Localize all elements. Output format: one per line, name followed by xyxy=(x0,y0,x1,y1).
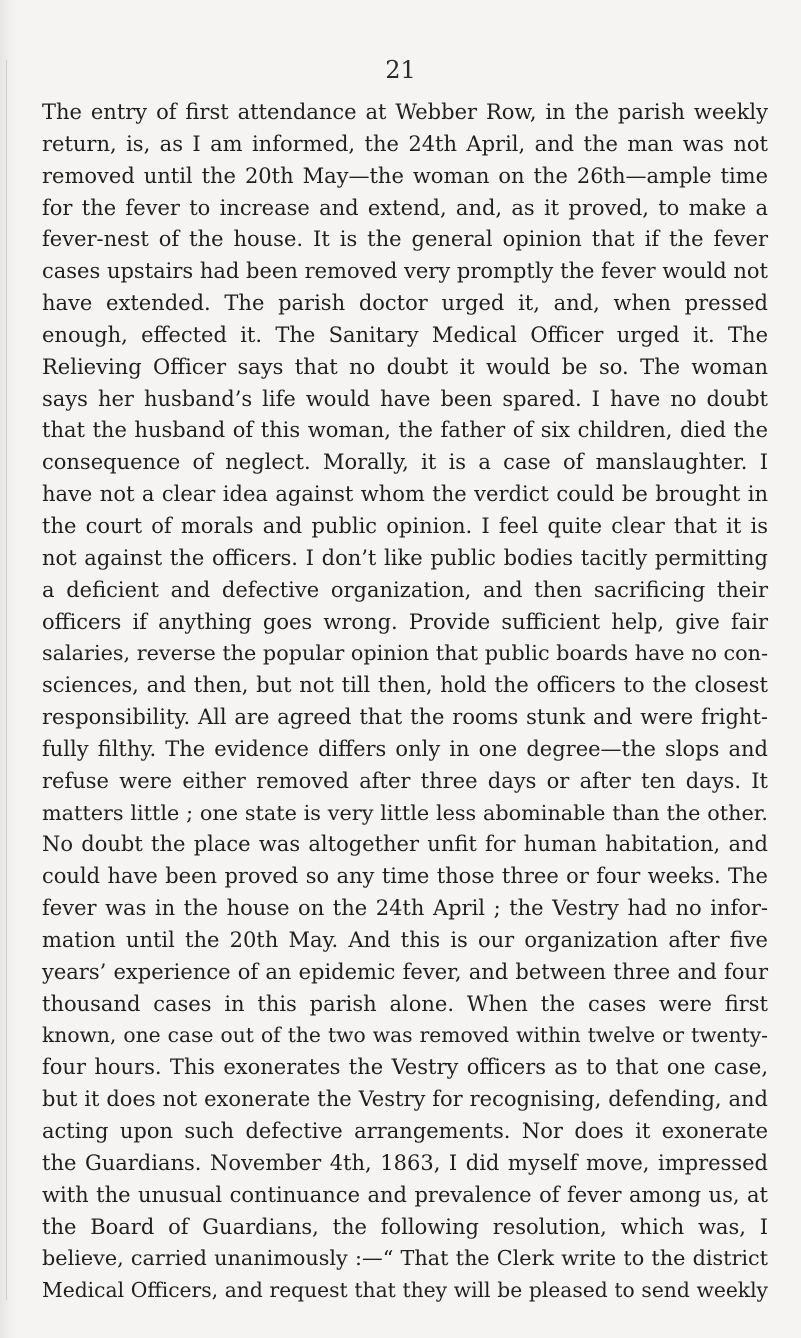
gutter-line xyxy=(6,60,7,1300)
text-line: thousand cases in this parish alone. When the cases were first xyxy=(42,991,768,1016)
text-line: sciences, and then, but not till then, hold the officers to the closest xyxy=(42,673,768,698)
text-line: that the husband of this woman, the father of six children, died the xyxy=(42,418,768,443)
text-line: have not a clear idea against whom the verdict could be brought in xyxy=(42,482,768,507)
text-line: refuse were either removed after three days or after ten days. It xyxy=(42,768,768,793)
text-line: the Guardians. November 4th, 1863, I did myself move, impressed xyxy=(42,1150,768,1175)
body-text xyxy=(42,97,768,1307)
text-line: says her husband’s life would have been spared. I have no doubt xyxy=(42,386,768,411)
text-line: but it does not exonerate the Vestry for recognising, defending, and xyxy=(42,1087,768,1112)
text-line: salaries, reverse the popular opinion that public boards have no con- xyxy=(42,641,769,666)
text-line: four hours. This exonerates the Vestry officers as to that one case, xyxy=(42,1055,768,1080)
text-line: not against the officers. I don’t like public bodies tacitly permitting xyxy=(42,545,768,570)
text-line: fully filthy. The evidence differs only in one degree—the slops and xyxy=(42,736,768,761)
text-line: fever was in the house on the 24th April ; the Vestry had no infor- xyxy=(42,896,768,921)
text-line: for the fever to increase and extend, and, as it proved, to make a xyxy=(42,195,768,220)
text-line: Medical Officers, and request that they will be pleased to send weekly xyxy=(42,1278,768,1303)
text-line: return, is, as I am informed, the 24th April, and the man was not xyxy=(42,131,768,156)
text-line: Relieving Officer says that no doubt it would be so. The woman xyxy=(42,354,768,379)
text-line: acting upon such defective arrangements. Nor does it exonerate xyxy=(42,1119,768,1143)
text-line: known, one case out of the two was removed within twelve or twenty- xyxy=(42,1023,768,1048)
text-line: responsibility. All are agreed that the rooms stunk and were fright- xyxy=(42,705,768,730)
text-line: could have been proved so any time those three or four weeks. The xyxy=(42,864,768,889)
text-line: enough, effected it. The Sanitary Medical Officer urged it. The xyxy=(42,322,768,347)
text-line: a deficient and defective organization, and then sacrificing their xyxy=(42,577,768,602)
text-line: mation until the 20th May. And this is our organization after five xyxy=(42,927,768,952)
text-line: cases upstairs had been removed very promptly the fever would not xyxy=(42,259,768,284)
text-line: fever-nest of the house. It is the general opinion that if the fever xyxy=(42,227,768,252)
text-line: No doubt the place was altogether unfit for human habitation, and xyxy=(42,832,768,857)
text-line: The entry of first attendance at Webber Row, in the parish weekly xyxy=(42,100,768,124)
text-line: believe, carried unanimously :—“ That the Clerk write to the district xyxy=(42,1246,768,1271)
text-line: officers if anything goes wrong. Provide sufficient help, give fair xyxy=(42,609,768,634)
text-line: the court of morals and public opinion. I feel quite clear that it is xyxy=(42,513,768,538)
text-line: matters little ; one state is very little less abominable than the other. xyxy=(42,800,768,825)
text-line: years’ experience of an epidemic fever, and between three and four xyxy=(42,959,768,984)
text-line: have extended. The parish doctor urged it, and, when pressed xyxy=(42,291,768,316)
text-line: consequence of neglect. Morally, it is a case of manslaughter. I xyxy=(42,450,768,475)
text-line: the Board of Guardians, the following resolution, which was, I xyxy=(42,1214,768,1239)
page-gutter xyxy=(0,0,18,1338)
text-line: with the unusual continuance and prevalence of fever among us, at xyxy=(42,1182,768,1207)
page-number: 21 xyxy=(385,56,416,84)
text-line: removed until the 20th May—the woman on the 26th—ample time xyxy=(42,163,768,188)
